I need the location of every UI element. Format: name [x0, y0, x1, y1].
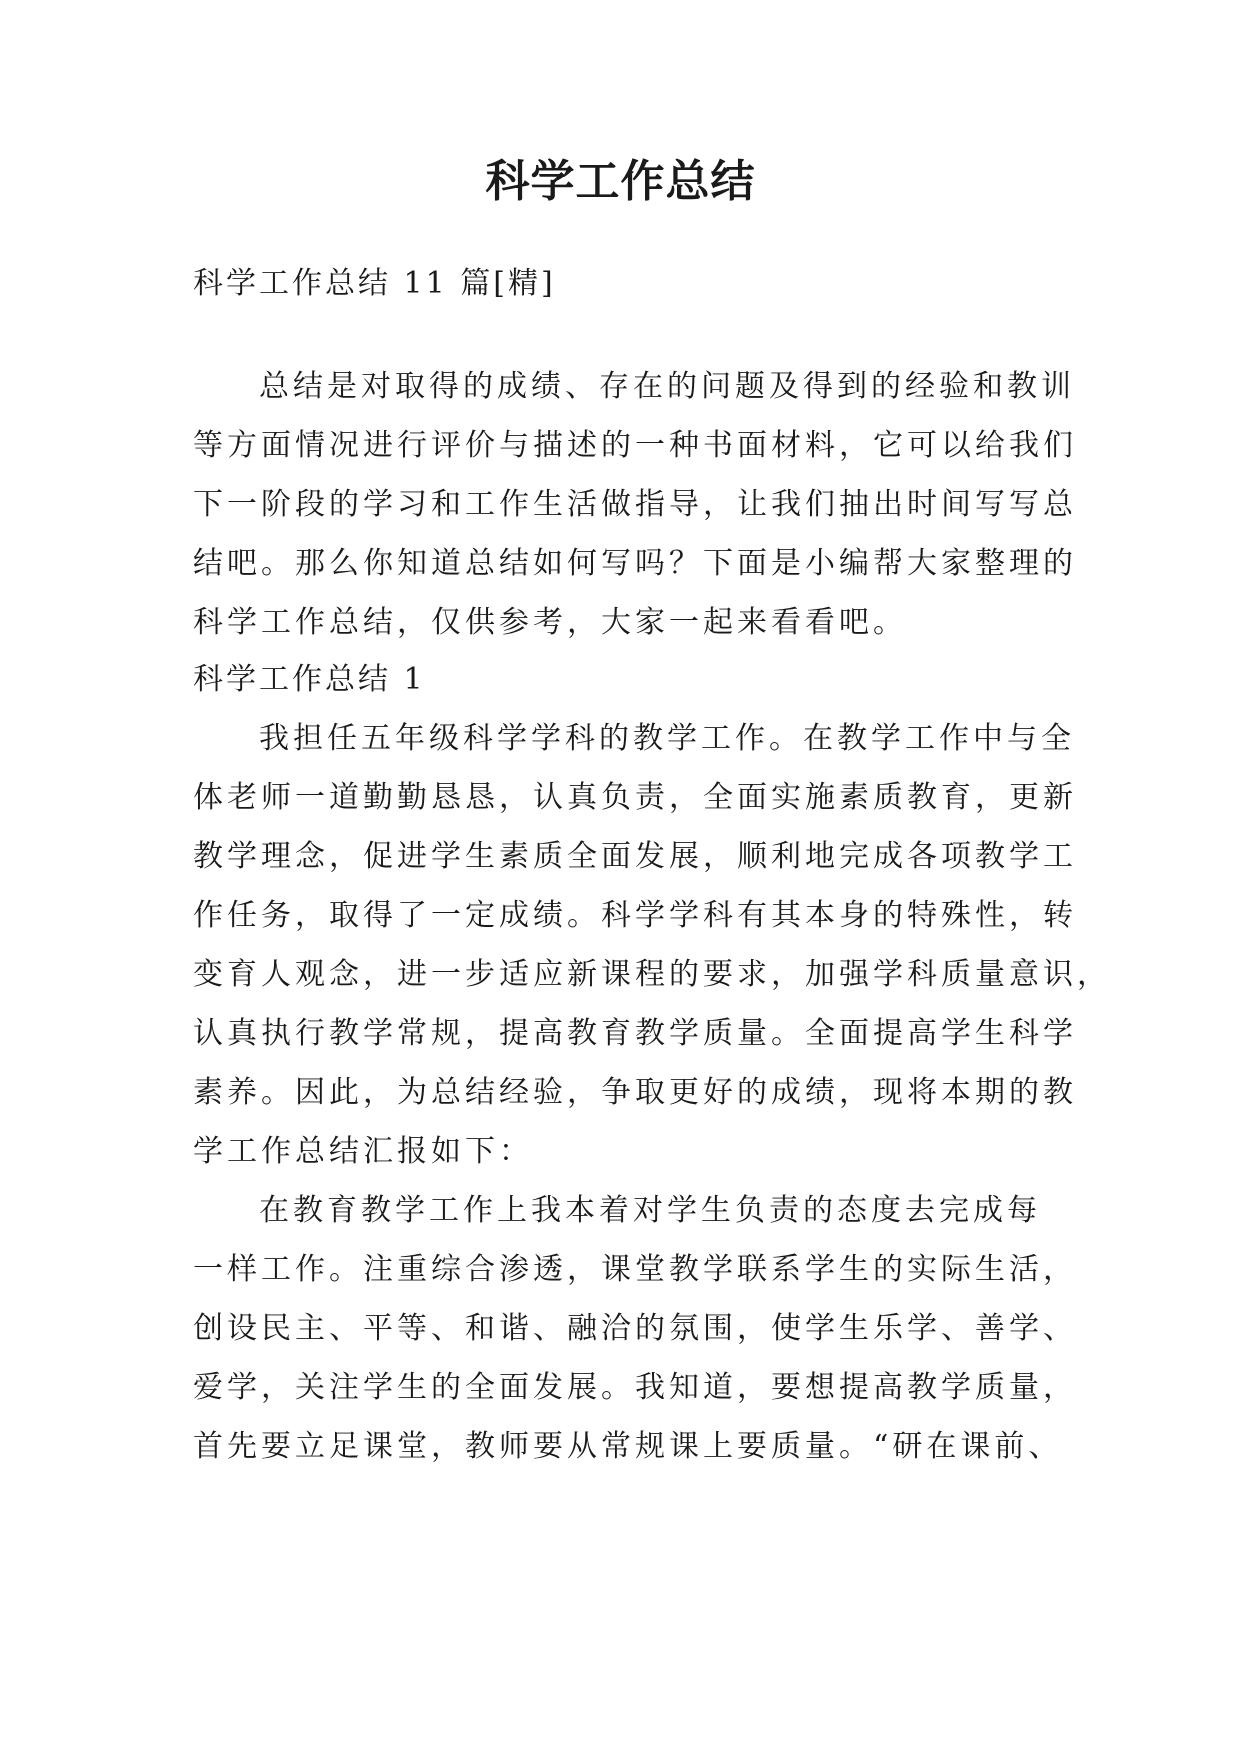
intro-line: 总结是对取得的成绩、存在的问题及得到的经验和教训 [259, 369, 1075, 404]
paragraph-line: 教学理念，促进学生素质全面发展，顺利地完成各项教学工 [193, 839, 1077, 874]
intro-line: 科学工作总结，仅供参考，大家一起来看看吧。 [193, 605, 907, 640]
document-subtitle: 科学工作总结 11 篇[精] [193, 266, 556, 301]
intro-line: 等方面情况进行评价与描述的一种书面材料，它可以给我们 [193, 428, 1077, 463]
paragraph-line: 爱学，关注学生的全面发展。我知道，要想提高教学质量， [193, 1370, 1077, 1405]
section-heading: 科学工作总结 1 [193, 662, 426, 697]
paragraph-line: 在教育教学工作上我本着对学生负责的态度去完成每 [259, 1193, 1041, 1228]
section-1 [193, 650, 1111, 1476]
paragraph-line: 学工作总结汇报如下： [193, 1134, 533, 1169]
paragraph-line: 首先要立足课堂，教师要从常规课上要质量。“研在课前、 [193, 1429, 1063, 1464]
paragraph-line: 作任务，取得了一定成绩。科学学科有其本身的特殊性，转 [193, 898, 1077, 933]
intro-line: 下一阶段的学习和工作生活做指导，让我们抽出时间写写总 [193, 487, 1077, 522]
paragraph-line: 体老师一道勤勤恳恳，认真负责，全面实施素质教育，更新 [193, 780, 1077, 815]
paragraph-line: 一样工作。注重综合渗透，课堂教学联系学生的实际生活， [193, 1252, 1077, 1287]
paragraph-line: 认真执行教学常规，提高教育教学质量。全面提高学生科学 [193, 1016, 1077, 1051]
intro-line: 结吧。那么你知道总结如何写吗？下面是小编帮大家整理的 [193, 546, 1077, 581]
document-title: 科学工作总结 [485, 156, 756, 207]
paragraph-line: 素养。因此，为总结经验，争取更好的成绩，现将本期的教 [193, 1075, 1077, 1110]
paragraph-line: 变育人观念，进一步适应新课程的要求，加强学科质量意识， [193, 957, 1111, 992]
intro-paragraph [193, 357, 1077, 652]
paragraph-line: 我担任五年级科学学科的教学工作。在教学工作中与全 [259, 721, 1075, 756]
paragraph-line: 创设民主、平等、和谐、融洽的氛围，使学生乐学、善学、 [193, 1311, 1077, 1346]
